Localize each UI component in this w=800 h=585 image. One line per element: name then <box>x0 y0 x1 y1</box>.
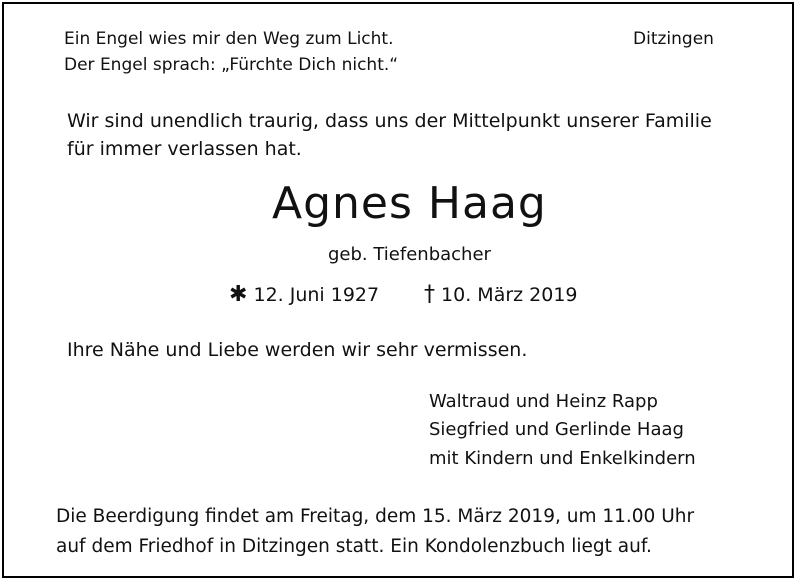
mourner-line: mit Kindern und Enkelkindern <box>429 448 696 469</box>
motto-line-2: Der Engel sprach: „Fürchte Dich nicht.“ <box>64 55 399 75</box>
intro-line-2: für immer verlassen hat. <box>67 138 302 160</box>
birth-date-line <box>229 284 379 306</box>
death-date-line <box>424 284 578 306</box>
birth-star-icon: ✱ <box>229 282 248 307</box>
funeral-line-1: Die Beerdigung findet am Freitag, dem 15. März 2019, um 11.00 Uhr <box>56 506 695 527</box>
birth-date: 12. Juni 1927 <box>253 284 380 306</box>
closing-line: Ihre Nähe und Liebe werden wir sehr vermissen. <box>67 339 528 361</box>
mourner-line: Siegfried und Gerlinde Haag <box>429 419 684 440</box>
birth-name: geb. Tiefenbacher <box>328 244 491 265</box>
funeral-line-2: auf dem Friedhof in Ditzingen statt. Ein Kondolenzbuch liegt auf. <box>56 536 652 557</box>
obituary-frame <box>2 2 794 578</box>
place-name: Ditzingen <box>633 29 714 49</box>
death-date: 10. März 2019 <box>441 284 578 306</box>
motto-line-1: Ein Engel wies mir den Weg zum Licht. <box>64 29 394 49</box>
intro-line-1: Wir sind unendlich traurig, dass uns der Mittelpunkt unserer Familie <box>67 110 712 132</box>
deceased-name: Agnes Haag <box>272 178 547 229</box>
death-cross-icon: † <box>424 282 435 307</box>
mourner-line: Waltraud und Heinz Rapp <box>429 391 658 412</box>
